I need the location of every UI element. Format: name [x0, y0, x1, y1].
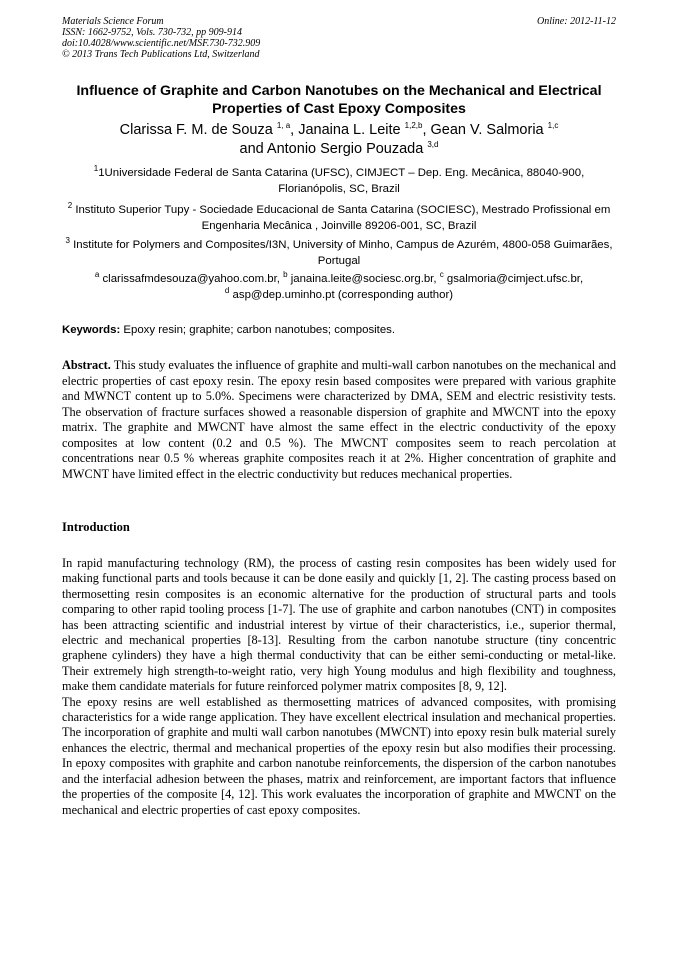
author-list: [62, 121, 616, 159]
keywords-label: Keywords:: [62, 324, 121, 336]
author-and: and: [239, 141, 267, 157]
author-separator: ,: [290, 122, 299, 138]
email-mark: b: [283, 270, 288, 280]
paragraph: In rapid manufacturing technology (RM), the process of casting resin composites has been widely used for making functional parts and tools because it can be done easily and quickly [1, 2]. The casting process based on thermosetting resin composites is an economic alternative for the production of structural parts and tools comparing to other rapid tooling process [1-7]. The use of graphite and carbon nanotubes (CNT) in composites has been attracting scientific and industrial interest by virtue of their characteristics, i.e., superior thermal, electric and mechanical properties [8-13]. Resulting from the carbon nanotube structure (tiny concentric graphene cylinders) they have a high thermal conductivity that can be either semi-conducting or metal-like. Their extremely high strength-to-weight ratio, very high Young modulus and high flexibility and toughness, make them candidate materials for future reinforced polymer matrix composites [8, 9, 12].: [62, 556, 616, 694]
email-address: asp@dep.uminho.pt (corresponding author): [232, 288, 454, 301]
paragraph: The epoxy resins are well established as thermosetting matrices of advanced composites, with promising characteristics for a wide range application. They have excellent electrical insulation and mechanical properties. The incorporation of graphite and multi wall carbon nanotubes (MWCNT) into epoxy resin bulk material surely enhances the electric, thermal and mechanical properties of the epoxy resin but also modifies their processing. In epoxy composites with graphite and carbon nanotube reinforcements, the dispersion of the carbon nanotubes and the interfacial adhesion between the phases, matrix and reinforcement, are important factors that influence the properties of the composite [4, 12]. This work evaluates the incorporation of graphite and MWCNT on the mechanical and electric properties of cast epoxy composites.: [62, 694, 616, 817]
affiliation-mark: 2: [67, 201, 73, 211]
email-address: clarissafmdesouza@yahoo.com.br,: [102, 273, 284, 285]
author-name: Antonio Sergio Pouzada: [266, 141, 424, 157]
author-affiliation-mark: 1,2,b: [404, 121, 423, 131]
introduction-body: [62, 556, 616, 818]
affiliation-mark: 1: [93, 164, 99, 174]
author-name: Gean V. Salmoria: [430, 122, 544, 138]
affiliation-text: Instituto Superior Tupy - Sociedade Educacional de Santa Catarina (SOCIESC), Mestrado Profissional em Engenharia Mecânica , Joinville 89206-001, SC, Brazil: [75, 204, 611, 232]
email-mark: c: [439, 270, 444, 280]
keywords-text: Epoxy resin; graphite; carbon nanotubes; composites.: [123, 324, 396, 336]
author-name: Clarissa F. M. de Souza: [119, 122, 273, 138]
email-address: janaina.leite@sociesc.org.br,: [290, 273, 440, 285]
journal-header: [62, 16, 616, 60]
online-date: Online: 2012-11-12: [537, 16, 616, 27]
affiliation-text: Institute for Polymers and Composites/I3N, University of Minho, Campus de Azurém, 4800-058 Guimarães, Portugal: [73, 239, 613, 267]
author-affiliation-mark: 3,d: [427, 140, 439, 150]
affiliation-text: 1Universidade Federal de Santa Catarina (UFSC), CIMJECT – Dep. Eng. Mecânica, 88040-900, Florianópolis, SC, Brazil: [98, 167, 585, 195]
affiliation: [62, 166, 616, 197]
affiliation-mark: 3: [65, 236, 70, 246]
abstract-label: Abstract.: [62, 358, 111, 372]
journal-name: Materials Science Forum: [62, 16, 164, 27]
paper-title: Influence of Graphite and Carbon Nanotubes on the Mechanical and Electrical Properties of Cast Epoxy Composites: [76, 83, 602, 117]
author-affiliation-mark: 1, a: [276, 121, 291, 131]
email-address: gsalmoria@cimject.ufsc.br,: [446, 273, 584, 285]
issn-line: ISSN: 1662-9752, Vols. 730-732, pp 909-914: [62, 27, 242, 38]
section-heading-introduction: Introduction: [62, 520, 130, 534]
affiliation: [62, 238, 616, 269]
abstract: [62, 358, 616, 482]
author-name: Janaina L. Leite: [298, 122, 401, 138]
doi-line: doi:10.4028/www.scientific.net/MSF.730-732.909: [62, 38, 261, 49]
copyright-line: © 2013 Trans Tech Publications Ltd, Switzerland: [62, 49, 260, 60]
affiliation: [62, 203, 616, 234]
email-mark: a: [94, 270, 100, 280]
email-list: [62, 272, 616, 303]
author-affiliation-mark: 1,c: [547, 121, 559, 131]
abstract-text: This study evaluates the influence of graphite and multi-wall carbon nanotubes on the mechanical and electric properties of cast epoxy resin. The epoxy resin based composites were prepared with various graphite and MWNCT content up to 5.0%. Specimens were characterized by DMA, SEM and electric resistivity tests. The observation of fracture surfaces showed a reasonable dispersion of graphite and MWCNT into the epoxy matrix. The graphite and MWCNT have almost the same effect in the electric conductivity of the epoxy composites at low content (0.2 and 0.5 %). The MWCNT composites seem to reach percolation at concentrations near 0.5 % whereas graphite composites reach it at 2%. Higher concentration of graphite and MWCNT have limited effect in the electric conductivity but reduces mechanical properties.: [62, 358, 616, 481]
email-mark: d: [224, 285, 230, 295]
author-separator: ,: [422, 122, 431, 138]
keywords: [62, 323, 616, 338]
